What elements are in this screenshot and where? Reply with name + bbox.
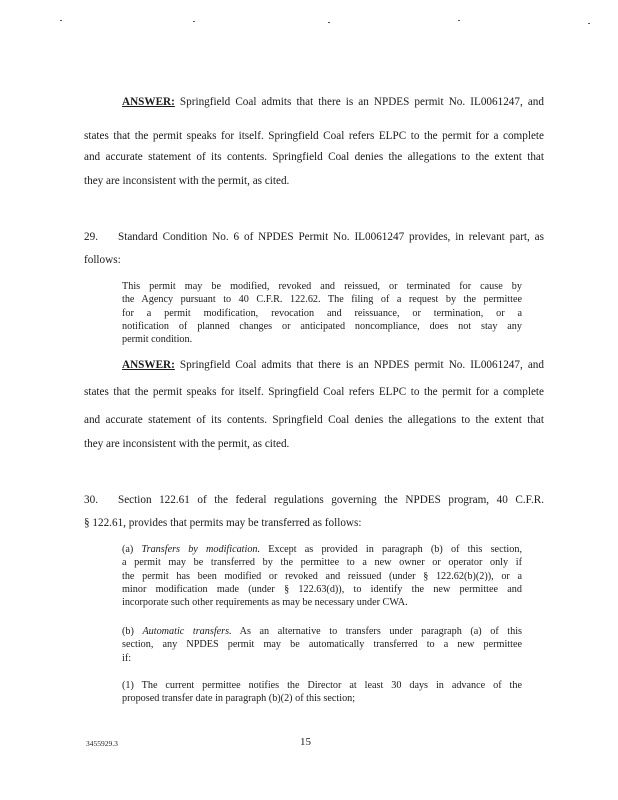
quote-line: permit condition. xyxy=(122,334,193,346)
answer-2-line: they are inconsistent with the permit, as cited. xyxy=(84,438,290,450)
quote-heading: Automatic transfers. xyxy=(142,626,232,637)
quote-29 xyxy=(122,280,522,346)
scan-speck xyxy=(588,23,590,24)
quote-line: incorporate such other requirements as may be necessary under CWA. xyxy=(122,597,408,609)
quote-line: if: xyxy=(122,652,132,664)
quote-30b xyxy=(122,625,522,665)
quote-heading: Transfers by modification. xyxy=(141,544,261,555)
quote-line: (1) The current permittee notifies the Director at least 30 days in advance of the xyxy=(122,680,522,691)
quote-30b1 xyxy=(122,679,522,706)
quote-line: the permit has been modified or revoked and reissued (under § 122.62(b)(2)), or a xyxy=(122,570,522,582)
quote-line: a permit may be transferred by the permittee to a new owner or operator only if xyxy=(122,557,522,569)
quote-line: for a permit modification, revocation and reissuance, or termination, or a xyxy=(122,307,522,319)
quote-line: This permit may be modified, revoked and reissued, or terminated for cause by xyxy=(122,281,522,292)
document-id: 3455929.3 xyxy=(86,739,118,748)
paragraph-30: 30. Section 122.61 of the federal regulations governing the NPDES program, 40 C.F.R. xyxy=(84,494,544,506)
paragraph-29-line: follows: xyxy=(84,254,121,266)
scan-speck xyxy=(60,20,62,21)
quote-line: (a) Transfers by modification. Except as provided in paragraph (b) of this section, xyxy=(122,544,522,555)
scan-speck xyxy=(328,22,330,23)
answer-2-line: states that the permit speaks for itself. Springfield Coal refers ELPC to the permit for a complete xyxy=(84,386,544,398)
answer-1-line: states that the permit speaks for itself. Springfield Coal refers ELPC to the permit for a complete xyxy=(84,130,544,142)
page-number: 15 xyxy=(300,736,311,748)
paragraph-number: 29. xyxy=(84,231,98,243)
answer-label: ANSWER: xyxy=(122,359,175,371)
quote-line: proposed transfer date in paragraph (b)(2) of this section; xyxy=(122,693,356,705)
scan-speck xyxy=(458,20,460,21)
answer-1-line: they are inconsistent with the permit, as cited. xyxy=(84,175,290,187)
answer-label: ANSWER: xyxy=(122,96,175,108)
answer-1-line: and accurate statement of its contents. Springfield Coal denies the allegations to the extent that xyxy=(84,151,544,163)
quote-line: the Agency pursuant to 40 C.F.R. 122.62. The filing of a request by the permittee xyxy=(122,294,522,306)
paragraph-30-line: § 122.61, provides that permits may be transferred as follows: xyxy=(84,517,362,529)
quote-30a xyxy=(122,543,522,609)
quote-line: (b) Automatic transfers. As an alternative to transfers under paragraph (a) of this xyxy=(122,626,522,637)
answer-1-line: ANSWER: Springfield Coal admits that there is an NPDES permit No. IL0061247, and xyxy=(122,96,544,108)
answer-2-line: ANSWER: Springfield Coal admits that there is an NPDES permit No. IL0061247, and xyxy=(122,359,544,371)
quote-line: notification of planned changes or anticipated noncompliance, does not stay any xyxy=(122,320,522,332)
quote-line: minor modification made (under § 122.63(d)), to identify the new permittee and xyxy=(122,583,522,595)
paragraph-29: 29. Standard Condition No. 6 of NPDES Permit No. IL0061247 provides, in relevant part, as xyxy=(84,231,544,243)
answer-2-line: and accurate statement of its contents. Springfield Coal denies the allegations to the extent that xyxy=(84,414,544,426)
scan-speck xyxy=(193,21,195,22)
paragraph-number: 30. xyxy=(84,494,98,506)
quote-line: section, any NPDES permit may be automatically transferred to a new permittee xyxy=(122,639,522,651)
